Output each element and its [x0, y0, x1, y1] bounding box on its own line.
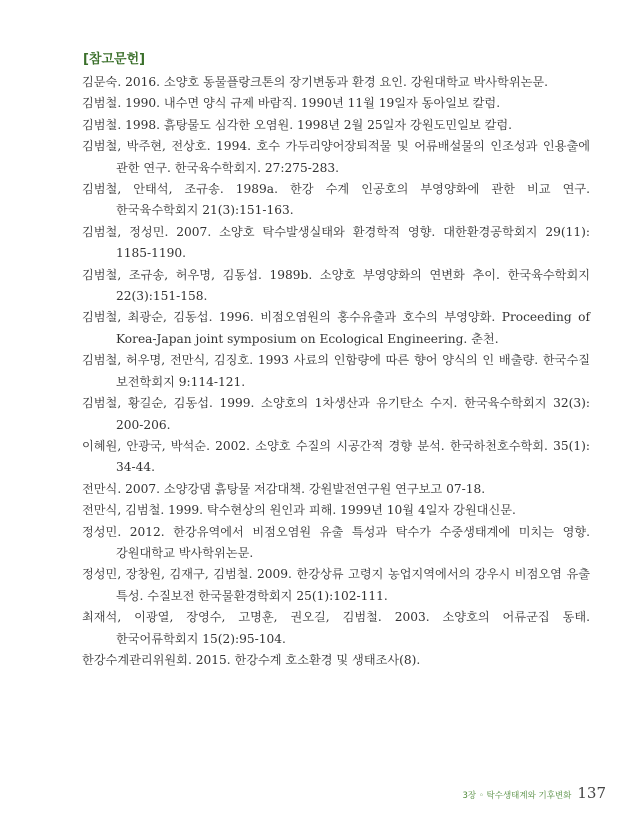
- page-number: 137: [577, 784, 606, 802]
- reference-entry: 김범철, 허우명, 전만식, 김징호. 1993 사료의 인함량에 따른 향어 양식의 인 배출량. 한국수질 보전학회지 9:114-121.: [82, 353, 590, 389]
- reference-entry: 김범철, 정성민. 2007. 소양호 탁수발생실태와 환경학적 영향. 대한환경공학회지 29(11): 1185-1190.: [82, 224, 590, 261]
- reference-entry: 김범철, 박주현, 전상호. 1994. 호수 가두리양어장퇴적물 및 어류배설물의 인조성과 인용출에 관한 연구. 한국육수학회지. 27:275-283.: [82, 139, 590, 175]
- reference-entry: 김범철. 1990. 내수면 양식 규제 바람직. 1990년 11월 19일자 동아일보 칼럼.: [82, 96, 501, 111]
- chapter-title: 3장 ◦ 탁수생태계와 기후변화: [462, 791, 572, 801]
- reference-entry: 김범철, 황길순, 김동섭. 1999. 소양호의 1차생산과 유기탄소 수지. 한국육수학회지 32(3): 200-206.: [82, 396, 590, 432]
- reference-entry: 정성민, 장창원, 김재구, 김범철. 2009. 한강상류 고령지 농업지역에서의 강우시 비점오염 유출 특성. 수질보전 한국물환경학회지 25(1):102-111.: [82, 567, 590, 603]
- reference-entry: 최재석, 이광열, 장영수, 고명훈, 권오길, 김범철. 2003. 소양호의 어류군집 동태. 한국어류학회지 15(2):95-104.: [82, 610, 590, 646]
- reference-entry: 김범철, 조규송, 허우명, 김동섭. 1989b. 소양호 부영양화의 연변화 추이. 한국육수학회지 22(3):151-158.: [82, 267, 590, 304]
- references-heading: [참고문헌]: [83, 52, 146, 67]
- reference-entry: 김범철, 안태석, 조규송. 1989a. 한강 수계 인공호의 부영양화에 관한 비교 연구. 한국육수학회지 21(3):151-163.: [82, 182, 590, 218]
- reference-entry: 전만식. 2007. 소양강댐 흙탕물 저감대책. 강원발전연구원 연구보고 07-18.: [82, 481, 486, 496]
- reference-entry: 정성민. 2012. 한강유역에서 비점오염원 유출 특성과 탁수가 수중생태계에 미치는 영향. 강원대학교 박사학위논문.: [82, 524, 590, 560]
- reference-entry: 한강수계관리위원회. 2015. 한강수계 호소환경 및 생태조사(8).: [82, 652, 421, 667]
- reference-entry: 이혜원, 안광국, 박석순. 2002. 소양호 수질의 시공간적 경향 분석. 한국하천호수학회. 35(1): 34-44.: [82, 438, 590, 475]
- reference-entry: 김범철. 1998. 흙탕물도 심각한 오염원. 1998년 2월 25일자 강원도민일보 칼럼.: [82, 117, 512, 132]
- reference-entry: 전만식, 김범철. 1999. 탁수현상의 원인과 피해. 1999년 10월 4일자 강원대신문.: [82, 503, 516, 518]
- reference-entry: 김문숙. 2016. 소양호 동물플랑크톤의 장기변동과 환경 요인. 강원대학교 박사학위논문.: [82, 75, 549, 89]
- reference-entry: 김범철, 최광순, 김동섭. 1996. 비점오염원의 홍수유출과 호수의 부영양화. Proceeding of Korea-Japan joint symposium on Ecological Engineering. 춘천.: [82, 310, 590, 346]
- reference-list: [82, 72, 590, 671]
- page-footer: [463, 784, 607, 802]
